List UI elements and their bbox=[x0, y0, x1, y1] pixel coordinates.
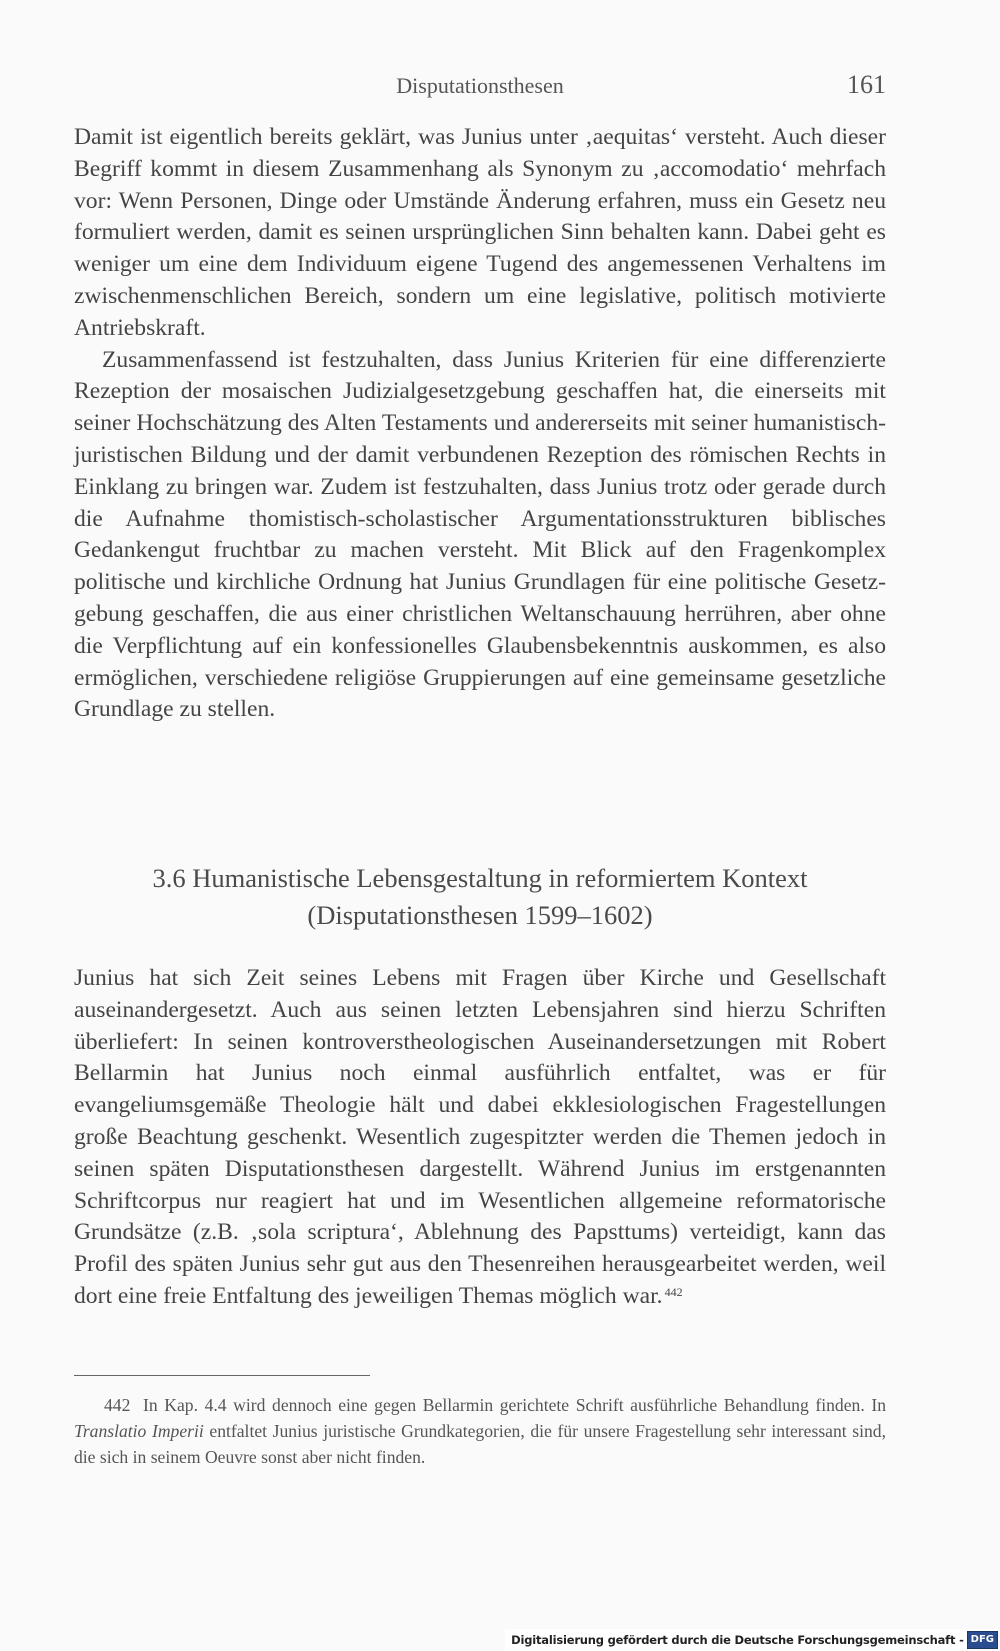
footnote-text: In Kap. 4.4 wird dennoch eine gegen Bellarmin gerichtete Schrift ausführliche Behandlung finden. In bbox=[143, 1395, 886, 1415]
section-heading-line: (Disputationsthesen 1599–1602) bbox=[307, 900, 653, 930]
footnote-italic-title: Translatio Imperii bbox=[74, 1421, 204, 1441]
paragraph bbox=[74, 963, 886, 1313]
section-body-text bbox=[74, 963, 886, 1313]
body-text-block bbox=[74, 122, 886, 726]
footnote-divider bbox=[74, 1375, 370, 1376]
paragraph-text: Junius hat sich Zeit seines Lebens mit Fragen über Kirche und Gesellschaft auseinandergesetzt. Auch aus seinen letzten Lebensjahren sind hierzu Schriften überliefert: In seinen kontroverstheologischen Auseinandersetzungen mit Robert Bellarmin hat Junius noch einmal ausführlich entfaltet, was er für evangeliumsgemäße Theologie hält und dabei ekklesiologischen Fragestellungen große Beachtung geschenkt. Wesentlich zugespitzter werden die Themen jedoch in seinen späten Disputationsthesen dargestellt. Während Junius im erstgenannten Schriftcorpus nur reagiert hat und im Wesentlichen allgemeine reformatorische Grundsätze (z.B. ‚sola scriptura‘, Ablehnung des Papsttums) verteidigt, kann das Profil des späten Junius sehr gut aus den Thesenreihen herausgearbeitet werden, weil dort eine freie Entfaltung des jeweiligen Themas möglich war. bbox=[74, 965, 886, 1309]
page-number: 161 bbox=[847, 70, 886, 99]
credit-text: Digitalisierung gefördert durch die Deutsche Forschungsgemeinschaft - bbox=[511, 1633, 964, 1647]
running-header bbox=[74, 71, 886, 103]
running-title: Disputationsthesen bbox=[396, 73, 564, 98]
footnote bbox=[74, 1392, 886, 1470]
paragraph: Damit ist eigentlich bereits geklärt, was Junius unter ‚aequitas‘ versteht. Auch dieser Begriff kommt in diesem Zusammenhang als Synonym zu ‚accomodatio‘ mehrfach vor: Wenn Personen, Dinge oder Umstände Änderung erfahren, muss ein Gesetz neu formuliert werden, damit es seinen ursprünglichen Sinn behalten kann. Dabei geht es weniger um eine dem Individuum eigene Tugend des angemessenen Verhaltens im zwischenmenschlichen Bereich, sondern um eine legislative, politisch motivierte Antriebskraft. bbox=[74, 124, 886, 341]
footnote-number: 442 bbox=[104, 1395, 131, 1415]
dfg-logo: DFG bbox=[967, 1631, 998, 1649]
section-heading-line: 3.6 Humanistische Lebensgestaltung in reformiertem Kontext bbox=[152, 863, 808, 893]
paragraph: Zusammenfassend ist festzuhalten, dass Junius Kriterien für eine differenzierte Rezeption der mosaischen Judizialgesetzgebung geschaffen hat, die einerseits mit seiner Hochschätzung des Alten Testaments und andererseits mit seiner humanistisch-juristischen Bildung und der damit verbundenen Rezeption des römischen Rechts in Einklang zu bringen war. Zudem ist festzuhalten, dass Junius trotz oder gerade durch die Aufnahme thomistisch-scholastischer Argumentationsstrukturen biblisches Gedankengut fruchtbar zu machen versteht. Mit Blick auf den Fragenkomplex politische und kirchliche Ordnung hat Junius Grundlagen für eine politische Gesetzgebung geschaffen, die aus einer christlichen Weltanschauung herrühren, aber ohne die Verpflichtung auf ein konfessionelles Glaubensbekenntnis auskommen, es also ermöglichen, verschiedene religiöse Gruppierungen auf eine gemeinsame gesetzliche Grundlage zu stellen. bbox=[74, 346, 886, 723]
section-heading bbox=[74, 860, 886, 934]
footnote-text: entfaltet Junius juristische Grundkategorien, die für unsere Fragestellung sehr interessant sind, die sich in seinem Oeuvre sonst aber nicht finden. bbox=[74, 1421, 886, 1467]
digitization-credit bbox=[505, 1629, 1000, 1651]
footnote-reference[interactable]: 442 bbox=[664, 1284, 683, 1299]
